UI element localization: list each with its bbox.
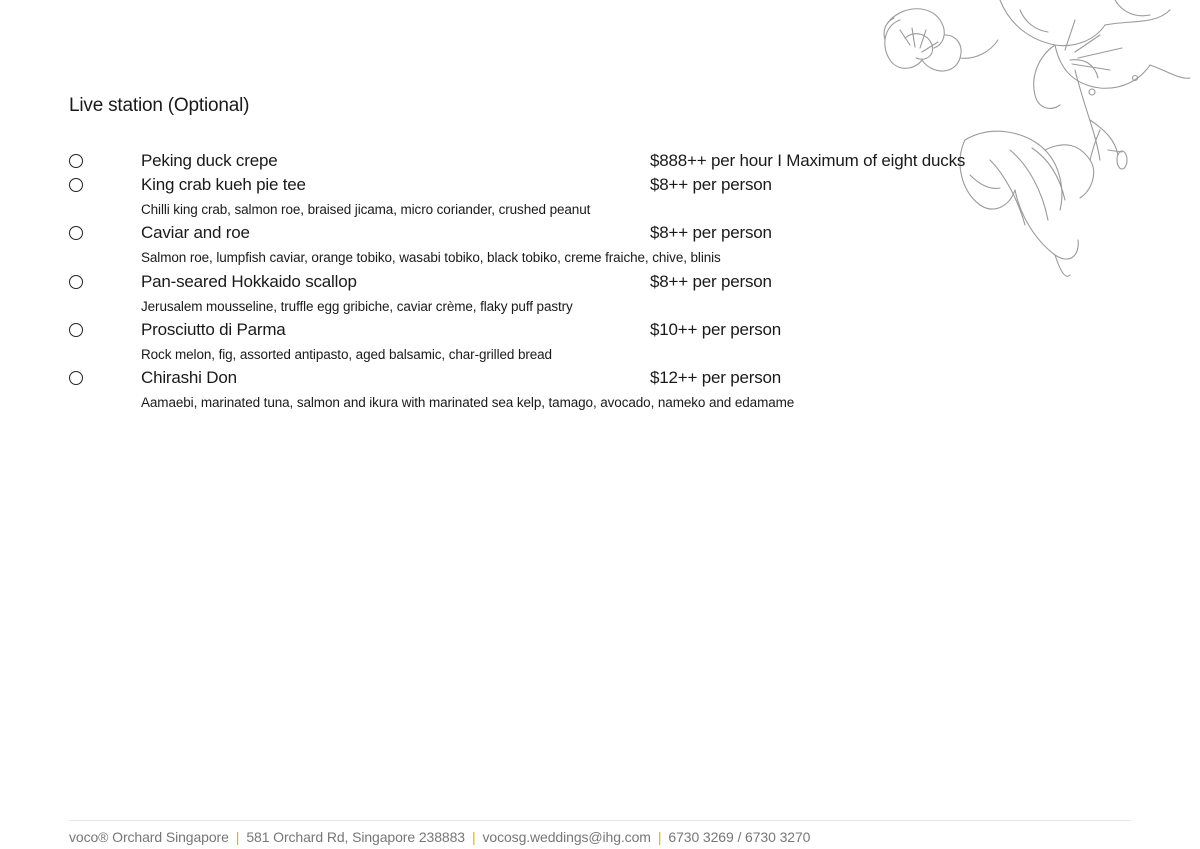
item-price: $10++ per person [650, 320, 782, 339]
radio-circle-icon[interactable] [69, 371, 83, 385]
footer-separator: | [235, 829, 240, 845]
footer-email-link[interactable]: vocosg.weddings@ihg.com [482, 829, 651, 845]
footer [69, 829, 810, 845]
item-name: Peking duck crepe [141, 151, 278, 170]
item-description: Rock melon, fig, assorted antipasto, aged balsamic, char-grilled bread [141, 347, 552, 362]
item-name: Pan-seared Hokkaido scallop [141, 272, 357, 291]
radio-circle-icon[interactable] [69, 178, 83, 192]
radio-circle-icon[interactable] [69, 275, 83, 289]
item-price: $12++ per person [650, 368, 782, 387]
radio-circle-icon[interactable] [69, 226, 83, 240]
item-name: King crab kueh pie tee [141, 175, 306, 194]
item-description: Jerusalem mousseline, truffle egg gribiche, caviar crème, flaky puff pastry [141, 299, 573, 314]
item-description: Aamaebi, marinated tuna, salmon and ikura with marinated sea kelp, tamago, avocado, nameko and edamame [141, 395, 795, 410]
radio-circle-icon[interactable] [69, 323, 83, 337]
item-name: Prosciutto di Parma [141, 320, 286, 339]
item-description: Chilli king crab, salmon roe, braised jicama, micro coriander, crushed peanut [141, 202, 591, 217]
section-title: Live station (Optional) [69, 95, 250, 116]
item-price: $8++ per person [650, 223, 772, 242]
footer-separator: | [471, 829, 476, 845]
floral-illustration [860, 0, 1200, 290]
footer-address: 581 Orchard Rd, Singapore 238883 [246, 829, 465, 845]
item-price: $8++ per person [650, 272, 772, 291]
radio-circle-icon[interactable] [69, 154, 83, 168]
footer-divider [69, 820, 1131, 821]
item-description: Salmon roe, lumpfish caviar, orange tobiko, wasabi tobiko, black tobiko, creme fraiche, chive, blinis [141, 250, 721, 265]
item-name: Chirashi Don [141, 368, 237, 387]
footer-phone: 6730 3269 / 6730 3270 [668, 829, 811, 845]
footer-hotel-name: voco® Orchard Singapore [69, 829, 229, 845]
item-name: Caviar and roe [141, 223, 250, 242]
item-price: $888++ per hour I Maximum of eight ducks [650, 151, 966, 170]
item-price: $8++ per person [650, 175, 772, 194]
footer-separator: | [657, 829, 662, 845]
